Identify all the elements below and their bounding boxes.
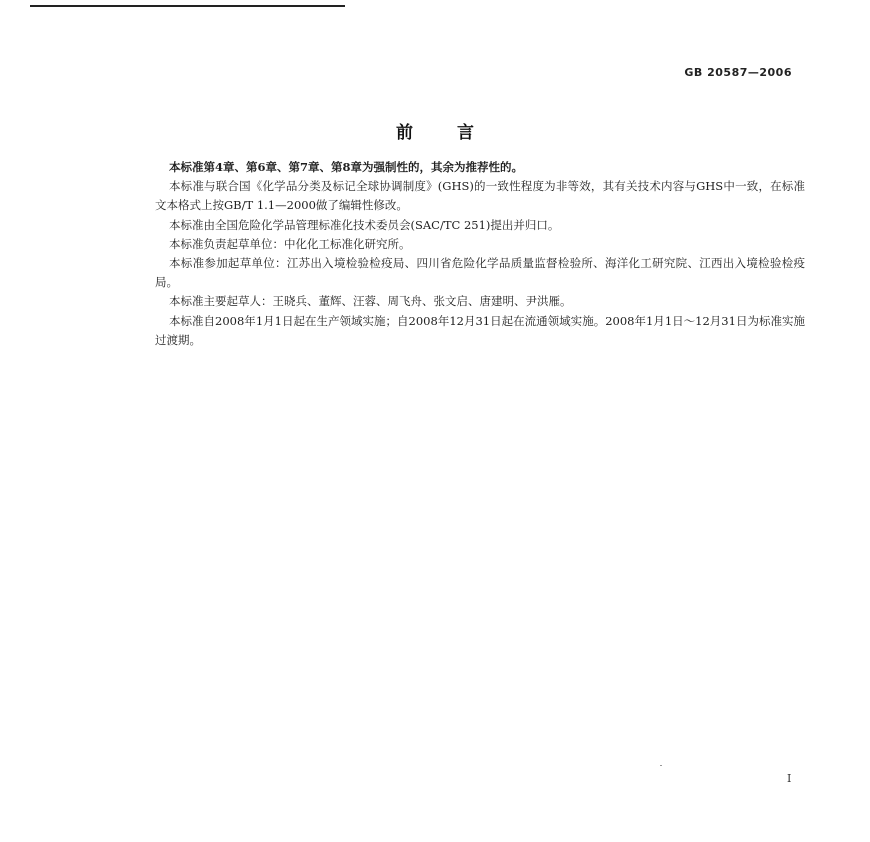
page-number: I bbox=[787, 772, 792, 785]
paragraph-ghs-consistency: 本标准与联合国《化学品分类及标记全球协调制度》(GHS)的一致性程度为非等效，其有关技术内容与GHS中一致，在标准文本格式上按GB/T 1.1—2000做了编辑性修改。 bbox=[155, 179, 805, 213]
paragraph-proposer: 本标准由全国危险化学品管理标准化技术委员会(SAC/TC 251)提出并归口。 bbox=[169, 217, 560, 232]
paragraph-participating-units: 本标准参加起草单位：江苏出入境检验检疫局、四川省危险化学品质量监督检验所、海洋化工研究院、江西出入境检验检疫局。 bbox=[155, 256, 805, 290]
paragraph-implementation-dates: 本标准自2008年1月1日起在生产领域实施；自2008年12月31日起在流通领域实施。2008年1月1日～12月31日为标准实施过渡期。 bbox=[155, 313, 805, 347]
page-title: 前言 bbox=[396, 123, 518, 143]
paragraph-mandatory-chapters: 本标准第4章、第6章、第7章、第8章为强制性的，其余为推荐性的。 bbox=[169, 160, 524, 174]
scan-speck bbox=[660, 765, 662, 766]
standard-number: GB 20587—2006 bbox=[684, 66, 792, 79]
top-rule bbox=[30, 5, 345, 7]
paragraph-drafters: 本标准主要起草人：王晓兵、董辉、汪蓉、周飞舟、张文启、唐建明、尹洪雁。 bbox=[169, 294, 572, 309]
paragraph-drafting-unit: 本标准负责起草单位：中化化工标准化研究所。 bbox=[169, 236, 411, 251]
foreword-body bbox=[155, 158, 805, 350]
